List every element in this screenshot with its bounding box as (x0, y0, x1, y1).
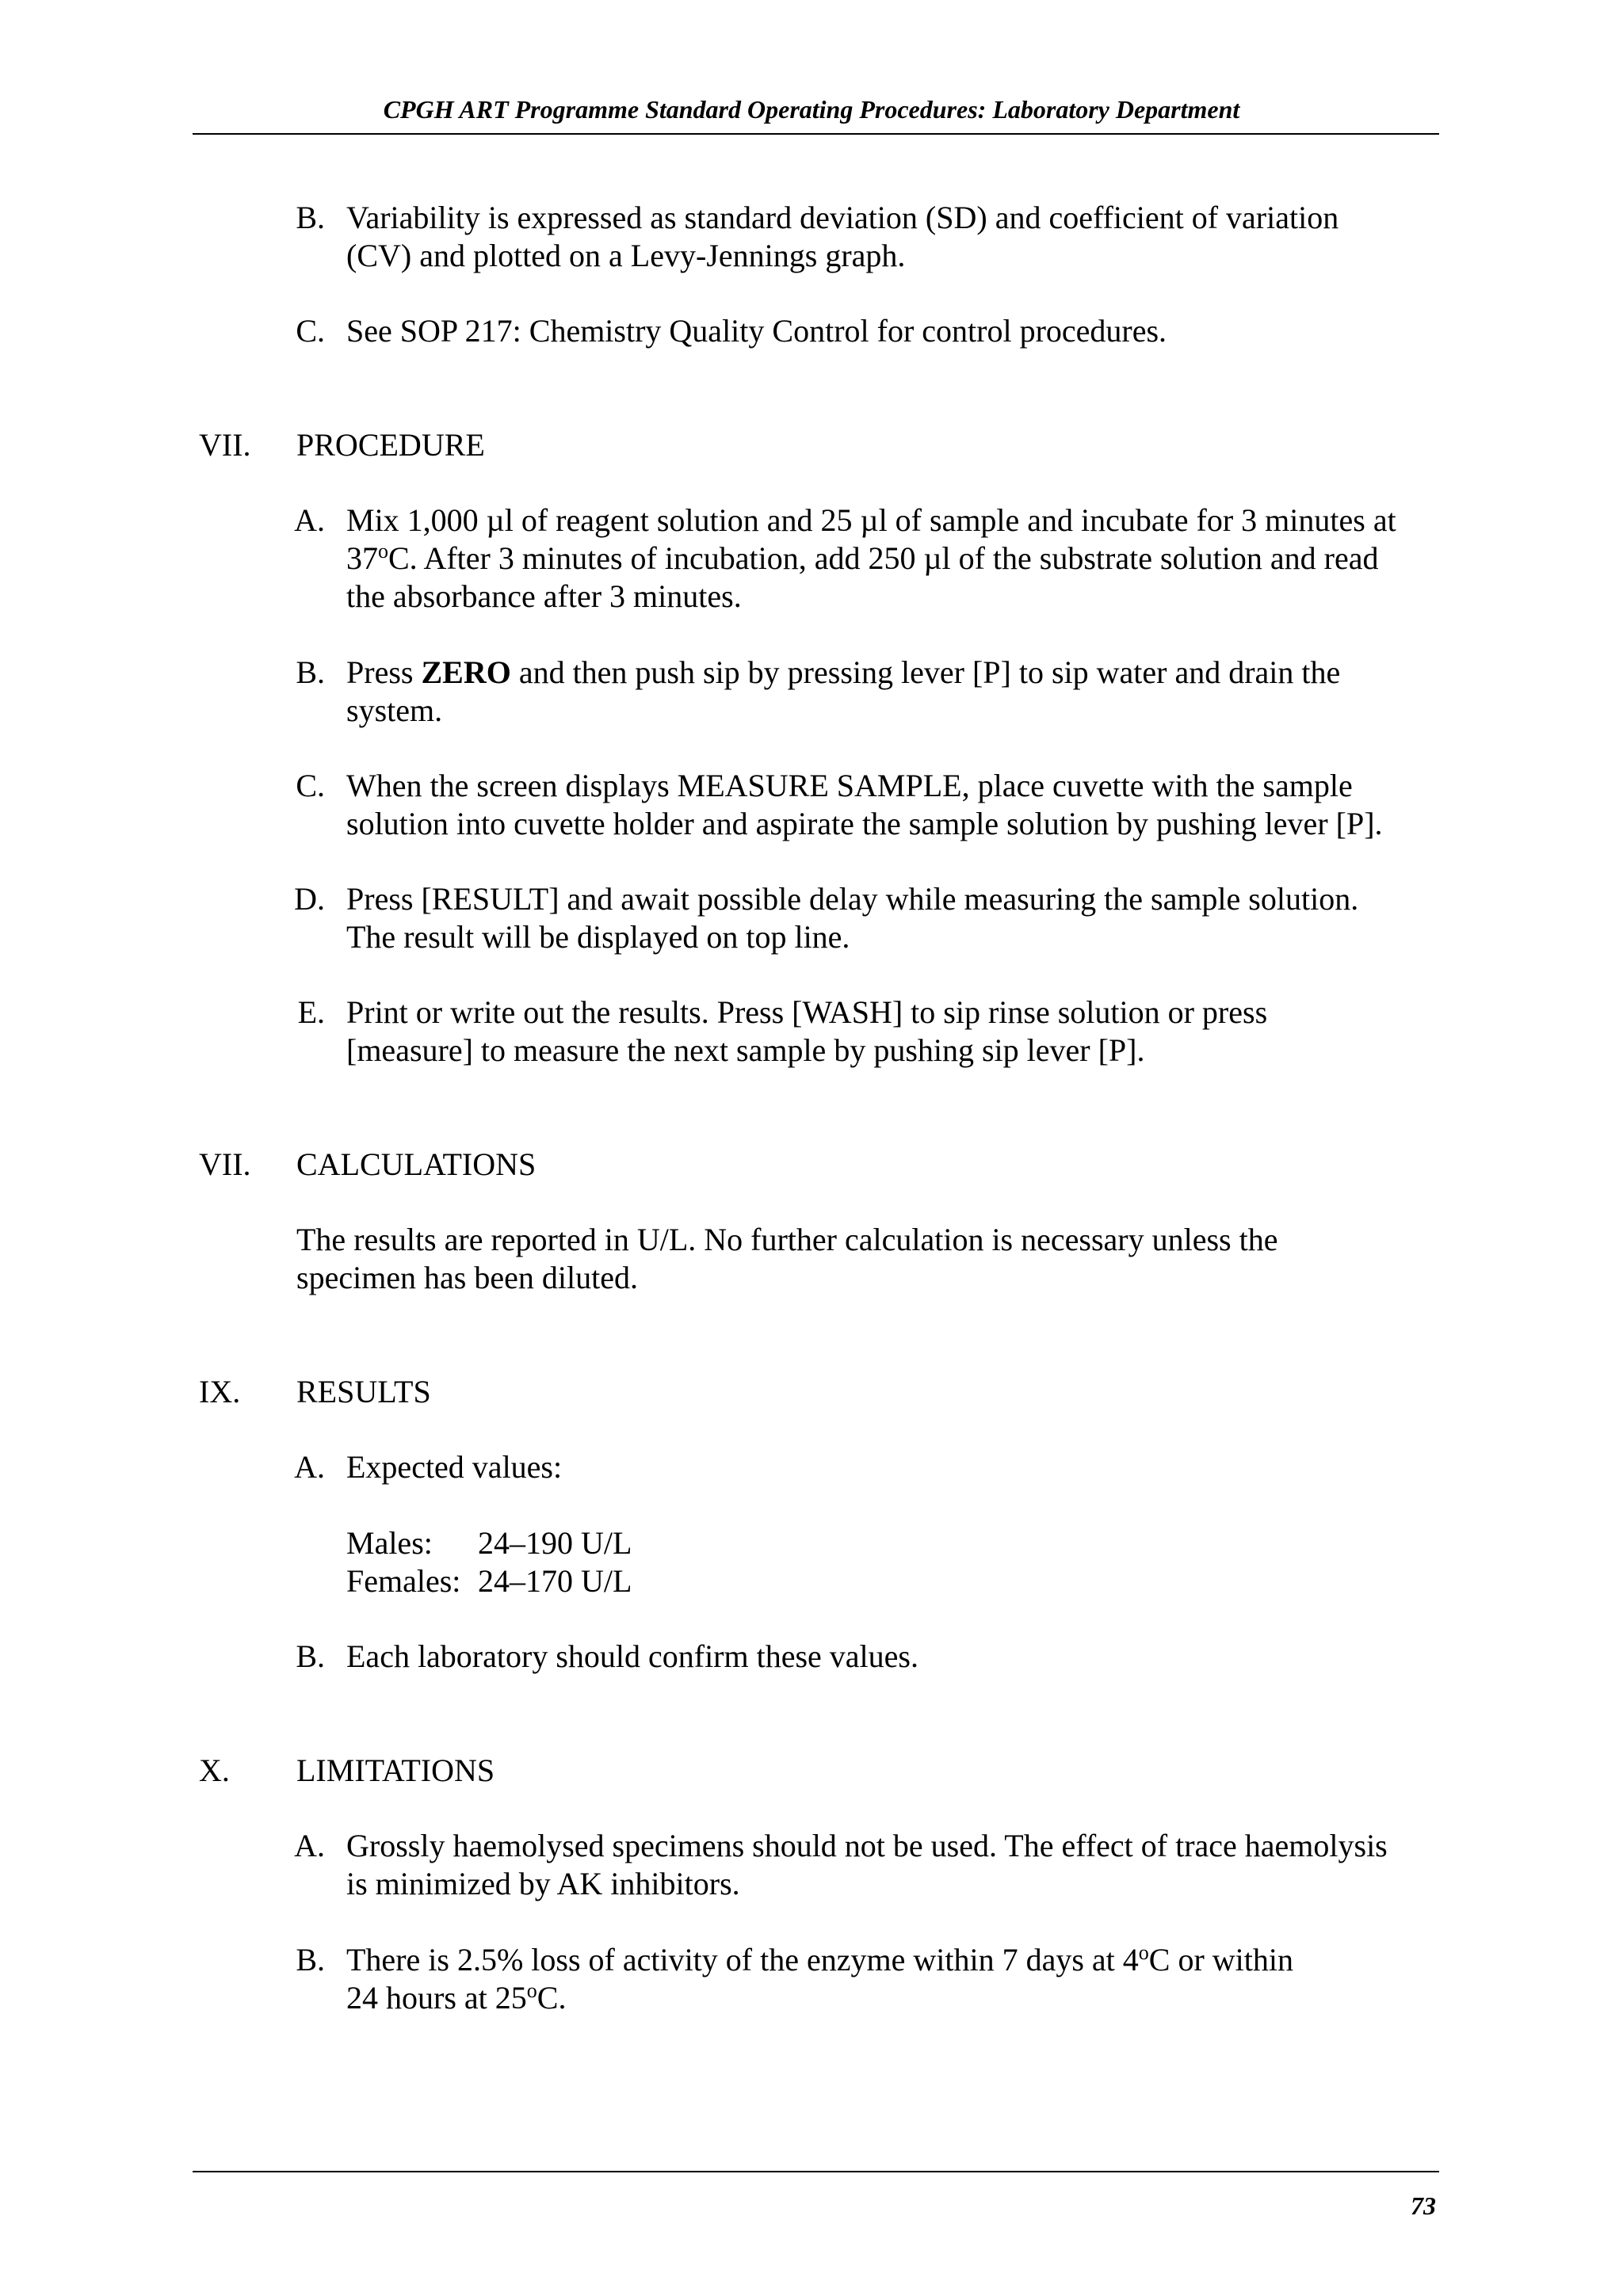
running-header: CPGH ART Programme Standard Operating Procedures: Laboratory Department (383, 95, 1240, 124)
section-title-results: RESULTS (296, 1374, 431, 1409)
procedure-d-label: D. (294, 881, 325, 917)
procedure-b-line2: system. (346, 692, 443, 728)
procedure-c-line2: solution into cuvette holder and aspirate the sample solution by pushing lever [P]. (346, 806, 1383, 841)
results-a-text: Expected values: (346, 1449, 563, 1485)
procedure-e-label: E. (297, 994, 325, 1030)
limitations-b-label: B. (296, 1942, 325, 1978)
section-title-calculations: CALCULATIONS (296, 1146, 537, 1182)
section-number-limitations: X. (199, 1753, 230, 1788)
procedure-a-line3: the absorbance after 3 minutes. (346, 578, 742, 614)
page-number: 73 (1411, 2191, 1436, 2220)
results-b-text: Each laboratory should confirm these values. (346, 1638, 918, 1674)
expected-value-row-females: Females: 24–170 U/L (346, 1563, 632, 1599)
procedure-a-line1: Mix 1,000 µl of reagent solution and 25 µl of sample and incubate for 3 minutes at (346, 502, 1396, 538)
section-number-procedure: VII. (199, 427, 251, 463)
expected-value-row-males: Males: 24–190 U/L (346, 1525, 632, 1561)
limitations-a-line1: Grossly haemolysed specimens should not be used. The effect of trace haemolysis (346, 1828, 1388, 1863)
header-rule (193, 133, 1439, 135)
procedure-c-label: C. (296, 768, 325, 803)
section-number-results: IX. (199, 1374, 241, 1409)
procedure-c-line1: When the screen displays MEASURE SAMPLE, place cuvette with the sample (346, 768, 1353, 803)
procedure-d-line2: The result will be displayed on top line. (346, 919, 850, 955)
qc-item-b-label: B. (296, 200, 325, 235)
calculations-line1: The results are reported in U/L. No further calculation is necessary unless the (296, 1222, 1278, 1257)
limitations-b-line1: There is 2.5% loss of activity of the enzyme within 7 days at 4$^o$C or within (346, 1941, 1293, 1978)
qc-item-b-line2: (CV) and plotted on a Levy-Jennings graph. (346, 238, 906, 273)
footer-rule (193, 2171, 1439, 2172)
calculations-line2: specimen has been diluted. (296, 1260, 638, 1295)
expected-values-list (346, 1524, 632, 1600)
procedure-e-line1: Print or write out the results. Press [WASH] to sip rinse solution or press (346, 994, 1268, 1030)
section-number-calculations: VII. (199, 1146, 251, 1182)
limitations-b-line2: 24 hours at 25$^o$C. (346, 1979, 567, 2016)
section-title-limitations: LIMITATIONS (296, 1753, 495, 1788)
procedure-b-line1: Press ZERO and then push sip by pressing lever [P] to sip water and drain the (346, 654, 1341, 690)
qc-item-b-line1: Variability is expressed as standard deviation (SD) and coefficient of variation (346, 200, 1339, 235)
limitations-a-line2: is minimized by AK inhibitors. (346, 1866, 740, 1901)
procedure-b-label: B. (296, 654, 325, 690)
results-b-label: B. (296, 1638, 325, 1674)
qc-item-c-line1: See SOP 217: Chemistry Quality Control for control procedures. (346, 313, 1167, 349)
procedure-e-line2: [measure] to measure the next sample by pushing sip lever [P]. (346, 1032, 1145, 1068)
qc-item-c-label: C. (296, 313, 325, 349)
procedure-a-label: A. (294, 502, 325, 538)
results-a-label: A. (294, 1449, 325, 1485)
limitations-a-label: A. (294, 1828, 325, 1863)
procedure-d-line1: Press [RESULT] and await possible delay while measuring the sample solution. (346, 881, 1359, 917)
procedure-a-line2: 37$^o$C. After 3 minutes of incubation, add 250 µl of the substrate solution and read (346, 540, 1379, 576)
section-title-procedure: PROCEDURE (296, 427, 485, 463)
